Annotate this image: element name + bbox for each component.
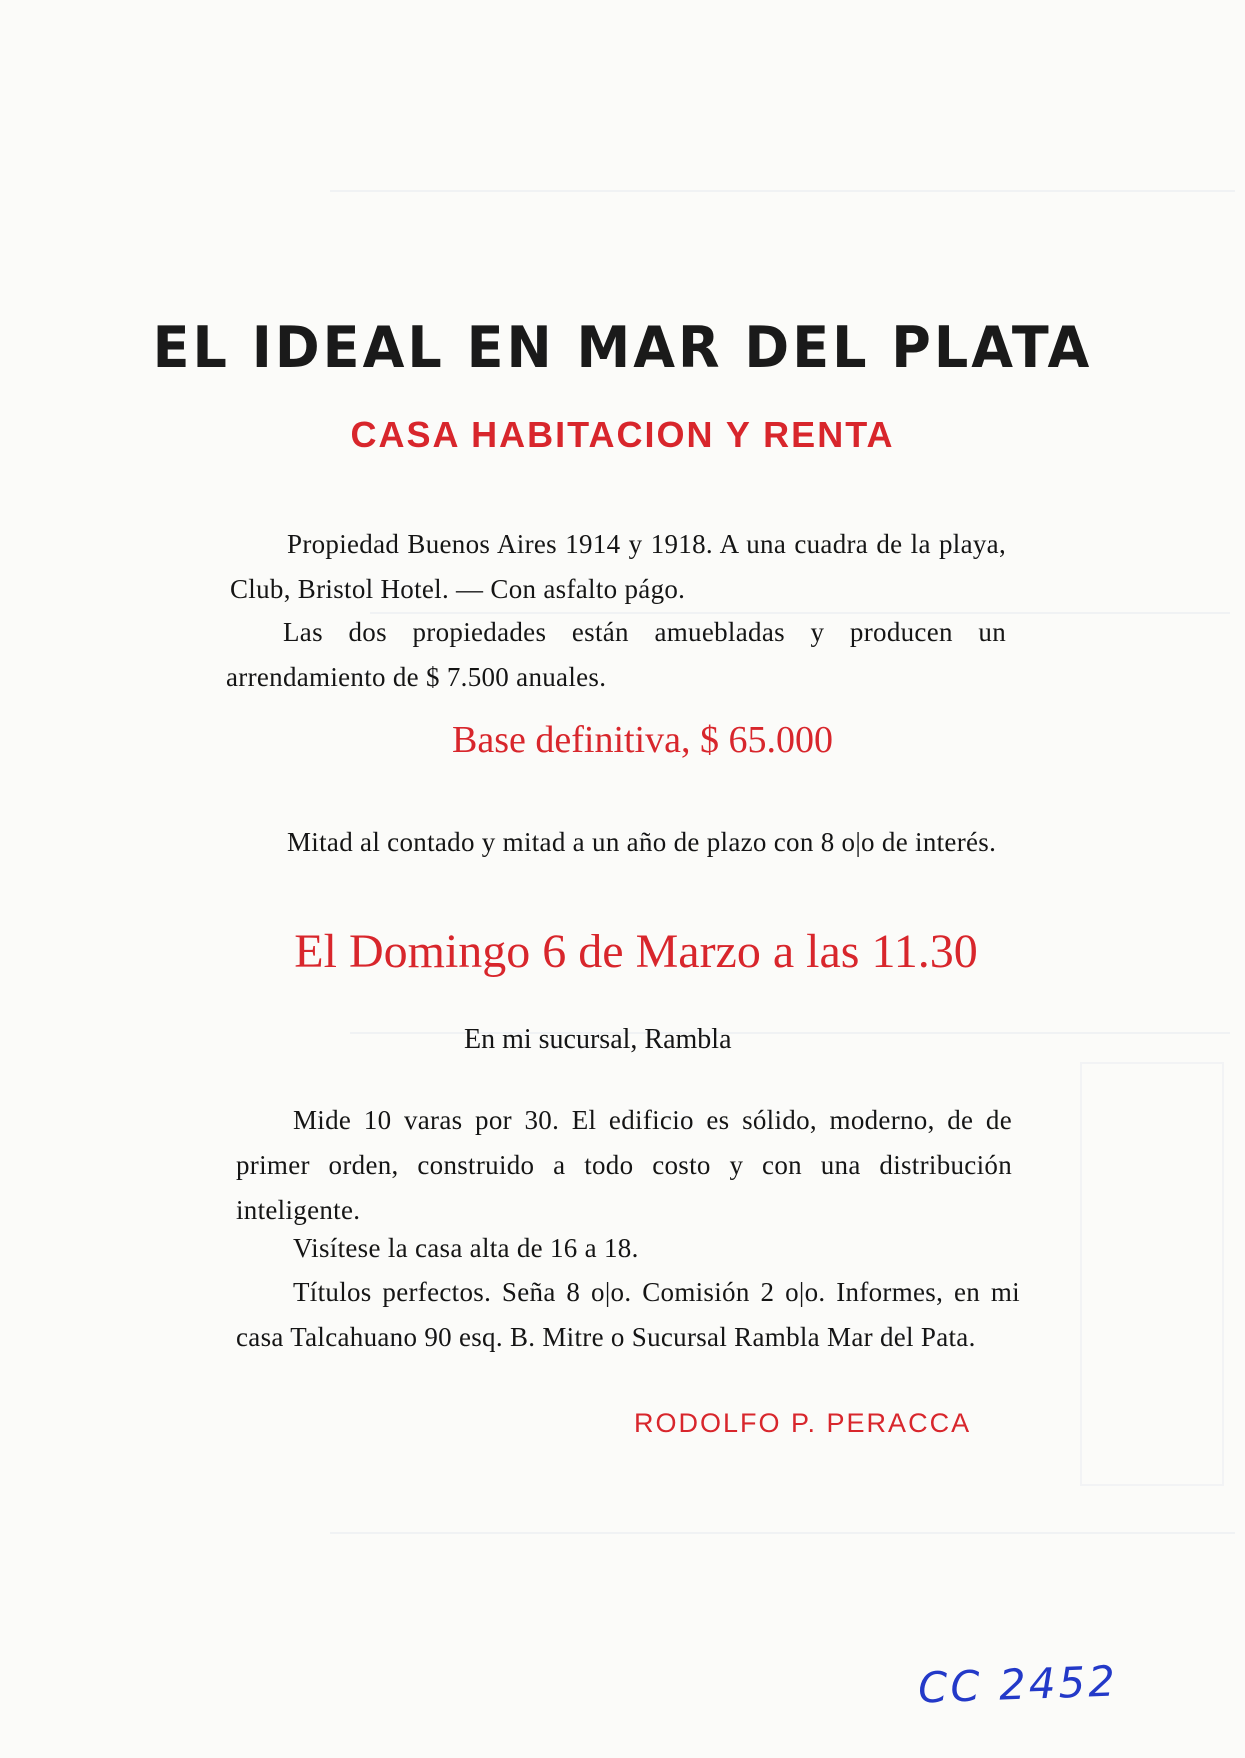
catalog-number: CC 2452 [917, 1656, 1119, 1713]
document-title: EL IDEAL EN MAR DEL PLATA [152, 314, 1093, 381]
document-subtitle: CASA HABITACION Y RENTA [350, 414, 895, 455]
payment-terms: Mitad al contado y mitad a un año de plazo con 8 o|o de interés. [287, 827, 997, 857]
building-description: Mide 10 varas por 30. El edificio es sólido, moderno, de de primer orden, construido a todo costo y con una distribución inteligente. [236, 1105, 1012, 1225]
description-block [230, 522, 1006, 612]
payment-block [230, 820, 1006, 865]
auction-date: El Domingo 6 de Marzo a las 11.30 [294, 925, 978, 978]
base-price: Base definitiva, $ 65.000 [452, 719, 833, 761]
visit-hours: Visítese la casa alta de 16 a 18. [293, 1233, 639, 1263]
terms-and-contact: Títulos perfectos. Seña 8 o|o. Comisión 2 o|o. Informes, en mi casa Talcahuano 90 esq. B. Mitre o Sucursal Rambla Mar del Pata. [236, 1277, 1020, 1352]
visit-block [236, 1226, 1012, 1271]
building-block [236, 1098, 1012, 1233]
terms-block [236, 1270, 1020, 1360]
auctioneer-signature: RODOLFO P. PERACCA [634, 1408, 972, 1438]
rent-description: Las dos propiedades están amuebladas y producen un arrendamiento de $ 7.500 anuales. [226, 617, 1006, 692]
furnishing-block [226, 610, 1006, 700]
branch-location: En mi sucursal, Rambla [464, 1024, 732, 1055]
property-description: Propiedad Buenos Aires 1914 y 1918. A una cuadra de la playa, Club, Bristol Hotel. — Con asfalto págo. [230, 529, 1006, 604]
